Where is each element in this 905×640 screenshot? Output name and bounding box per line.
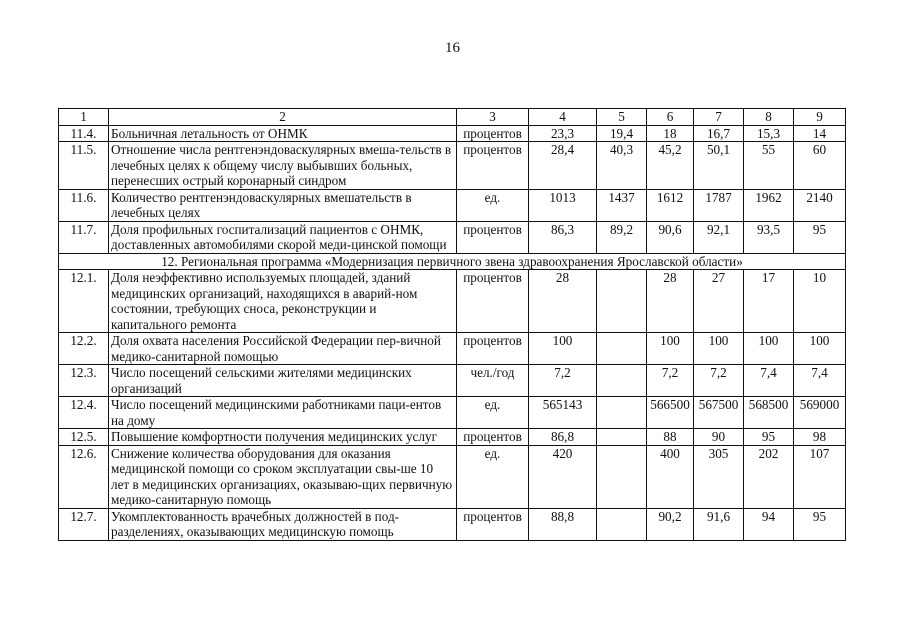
value-cell: 88,8 bbox=[529, 508, 597, 540]
value-cell bbox=[597, 508, 647, 540]
table-row bbox=[59, 397, 846, 429]
value-cell: 86,8 bbox=[529, 429, 597, 446]
row-number-cell: 12.6. bbox=[59, 445, 109, 508]
unit-cell: ед. bbox=[457, 445, 529, 508]
value-cell: 100 bbox=[529, 333, 597, 365]
value-cell: 16,7 bbox=[694, 125, 744, 142]
value-cell: 89,2 bbox=[597, 221, 647, 253]
value-cell: 565143 bbox=[529, 397, 597, 429]
value-cell: 7,2 bbox=[694, 365, 744, 397]
value-cell: 90 bbox=[694, 429, 744, 446]
value-cell: 2140 bbox=[794, 189, 846, 221]
value-cell: 566500 bbox=[647, 397, 694, 429]
value-cell: 18 bbox=[647, 125, 694, 142]
table-row bbox=[59, 429, 846, 446]
column-header: 7 bbox=[694, 109, 744, 126]
value-cell: 28 bbox=[529, 270, 597, 333]
row-number-cell: 12.4. bbox=[59, 397, 109, 429]
value-cell: 14 bbox=[794, 125, 846, 142]
unit-cell: процентов bbox=[457, 508, 529, 540]
unit-cell: процентов bbox=[457, 125, 529, 142]
value-cell: 7,2 bbox=[529, 365, 597, 397]
value-cell: 90,2 bbox=[647, 508, 694, 540]
indicator-name-cell: Доля охвата населения Российской Федерации пер-вичной медико-санитарной помощью bbox=[109, 333, 457, 365]
value-cell: 7,4 bbox=[744, 365, 794, 397]
value-cell: 23,3 bbox=[529, 125, 597, 142]
unit-cell: ед. bbox=[457, 189, 529, 221]
page-number: 16 bbox=[445, 40, 460, 56]
column-header: 6 bbox=[647, 109, 694, 126]
section-row bbox=[59, 253, 846, 270]
value-cell: 95 bbox=[794, 508, 846, 540]
value-cell: 400 bbox=[647, 445, 694, 508]
indicator-name-cell: Отношение числа рентгенэндоваскулярных вмеша-тельств в лечебных целях к общему числу выбывших больных, перенесших острый коронарный синдром bbox=[109, 142, 457, 190]
unit-cell: процентов bbox=[457, 142, 529, 190]
value-cell: 93,5 bbox=[744, 221, 794, 253]
table-row bbox=[59, 445, 846, 508]
value-cell: 95 bbox=[744, 429, 794, 446]
section-title: 12. Региональная программа «Модернизация первичного звена здравоохранения Ярославской области» bbox=[59, 253, 846, 270]
unit-cell: процентов bbox=[457, 270, 529, 333]
table-body bbox=[59, 109, 846, 541]
indicator-name-cell: Повышение комфортности получения медицинских услуг bbox=[109, 429, 457, 446]
indicator-name-cell: Число посещений сельскими жителями медицинских организаций bbox=[109, 365, 457, 397]
value-cell bbox=[597, 397, 647, 429]
value-cell: 10 bbox=[794, 270, 846, 333]
value-cell: 1612 bbox=[647, 189, 694, 221]
indicator-name-cell: Число посещений медицинскими работниками паци-ентов на дому bbox=[109, 397, 457, 429]
indicator-name-cell: Снижение количества оборудования для оказания медицинской помощи со сроком эксплуатации свы-ше 10 лет в медицинских организациях, оказываю-щих первичную медико-санитарную помощь bbox=[109, 445, 457, 508]
value-cell: 40,3 bbox=[597, 142, 647, 190]
column-header: 3 bbox=[457, 109, 529, 126]
table-row bbox=[59, 270, 846, 333]
value-cell: 100 bbox=[647, 333, 694, 365]
value-cell bbox=[597, 445, 647, 508]
value-cell: 27 bbox=[694, 270, 744, 333]
row-number-cell: 12.2. bbox=[59, 333, 109, 365]
value-cell: 86,3 bbox=[529, 221, 597, 253]
value-cell bbox=[597, 429, 647, 446]
value-cell bbox=[597, 270, 647, 333]
column-header: 1 bbox=[59, 109, 109, 126]
table-row bbox=[59, 189, 846, 221]
value-cell: 1962 bbox=[744, 189, 794, 221]
table-row bbox=[59, 333, 846, 365]
column-header: 8 bbox=[744, 109, 794, 126]
value-cell: 95 bbox=[794, 221, 846, 253]
unit-cell: процентов bbox=[457, 221, 529, 253]
indicator-name-cell: Доля неэффективно используемых площадей, зданий медицинских организаций, находящихся в аварий-ном состоянии, требующих сноса, реконструкции и капитального ремонта bbox=[109, 270, 457, 333]
value-cell: 107 bbox=[794, 445, 846, 508]
unit-cell: процентов bbox=[457, 429, 529, 446]
indicators-table bbox=[58, 108, 846, 541]
column-header: 2 bbox=[109, 109, 457, 126]
value-cell: 1437 bbox=[597, 189, 647, 221]
table-row bbox=[59, 142, 846, 190]
value-cell: 100 bbox=[694, 333, 744, 365]
value-cell: 28 bbox=[647, 270, 694, 333]
column-header: 4 bbox=[529, 109, 597, 126]
unit-cell: ед. bbox=[457, 397, 529, 429]
value-cell bbox=[597, 333, 647, 365]
value-cell: 60 bbox=[794, 142, 846, 190]
row-number-cell: 11.7. bbox=[59, 221, 109, 253]
row-number-cell: 12.5. bbox=[59, 429, 109, 446]
table-row bbox=[59, 221, 846, 253]
column-header: 9 bbox=[794, 109, 846, 126]
value-cell: 1787 bbox=[694, 189, 744, 221]
value-cell: 1013 bbox=[529, 189, 597, 221]
table-row bbox=[59, 508, 846, 540]
value-cell: 55 bbox=[744, 142, 794, 190]
table-header-row bbox=[59, 109, 846, 126]
value-cell: 98 bbox=[794, 429, 846, 446]
value-cell: 45,2 bbox=[647, 142, 694, 190]
value-cell: 92,1 bbox=[694, 221, 744, 253]
row-number-cell: 12.7. bbox=[59, 508, 109, 540]
row-number-cell: 12.1. bbox=[59, 270, 109, 333]
value-cell: 420 bbox=[529, 445, 597, 508]
value-cell: 88 bbox=[647, 429, 694, 446]
value-cell: 91,6 bbox=[694, 508, 744, 540]
value-cell: 28,4 bbox=[529, 142, 597, 190]
row-number-cell: 12.3. bbox=[59, 365, 109, 397]
value-cell: 7,2 bbox=[647, 365, 694, 397]
value-cell: 100 bbox=[794, 333, 846, 365]
value-cell: 568500 bbox=[744, 397, 794, 429]
value-cell: 202 bbox=[744, 445, 794, 508]
value-cell: 7,4 bbox=[794, 365, 846, 397]
row-number-cell: 11.4. bbox=[59, 125, 109, 142]
indicator-name-cell: Количество рентгенэндоваскулярных вмешательств в лечебных целях bbox=[109, 189, 457, 221]
unit-cell: чел./год bbox=[457, 365, 529, 397]
indicator-name-cell: Укомплектованность врачебных должностей в под-разделениях, оказывающих медицинскую помощь bbox=[109, 508, 457, 540]
row-number-cell: 11.5. bbox=[59, 142, 109, 190]
table-row bbox=[59, 125, 846, 142]
column-header: 5 bbox=[597, 109, 647, 126]
unit-cell: процентов bbox=[457, 333, 529, 365]
value-cell: 15,3 bbox=[744, 125, 794, 142]
row-number-cell: 11.6. bbox=[59, 189, 109, 221]
table-row bbox=[59, 365, 846, 397]
value-cell: 567500 bbox=[694, 397, 744, 429]
value-cell: 90,6 bbox=[647, 221, 694, 253]
value-cell: 100 bbox=[744, 333, 794, 365]
value-cell: 305 bbox=[694, 445, 744, 508]
value-cell: 19,4 bbox=[597, 125, 647, 142]
value-cell: 94 bbox=[744, 508, 794, 540]
value-cell: 17 bbox=[744, 270, 794, 333]
indicator-name-cell: Больничная летальность от ОНМК bbox=[109, 125, 457, 142]
value-cell bbox=[597, 365, 647, 397]
indicator-name-cell: Доля профильных госпитализаций пациентов с ОНМК, доставленных автомобилями скорой меди-цинской помощи bbox=[109, 221, 457, 253]
value-cell: 50,1 bbox=[694, 142, 744, 190]
value-cell: 569000 bbox=[794, 397, 846, 429]
